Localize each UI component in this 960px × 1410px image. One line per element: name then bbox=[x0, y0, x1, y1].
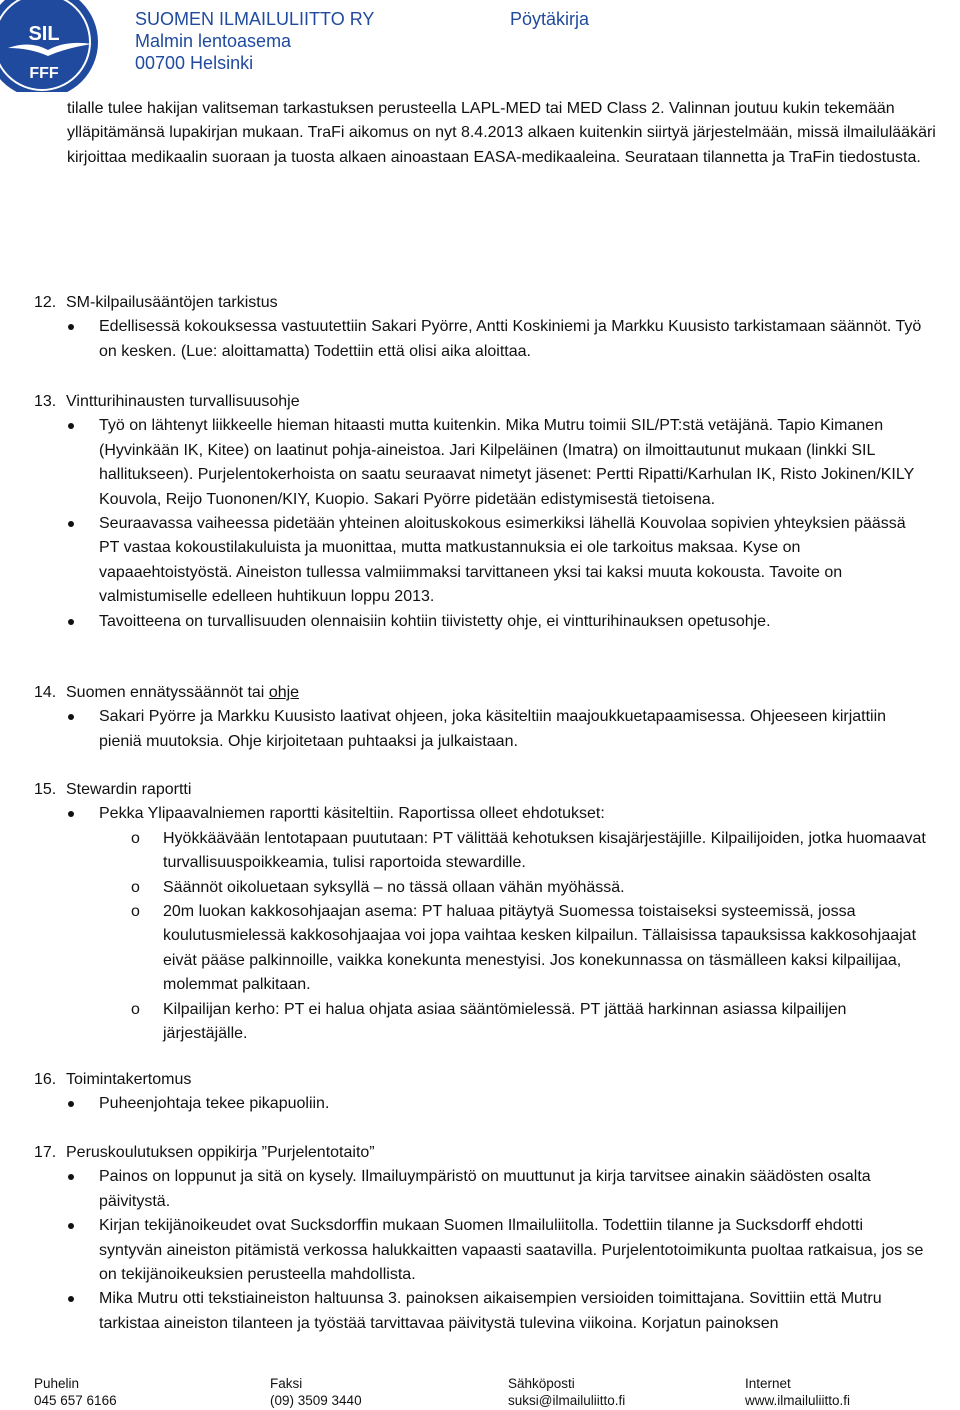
org-name: SUOMEN ILMAILULIITTO RY bbox=[135, 9, 375, 29]
address-line-1: Malmin lentoasema bbox=[135, 31, 292, 51]
organization-info bbox=[135, 8, 590, 74]
address-line-2: 00700 Helsinki bbox=[135, 53, 254, 73]
footer-website[interactable]: Internet www.ilmailuliitto.fi bbox=[745, 1376, 851, 1408]
circle-bullet-icon: o bbox=[131, 829, 140, 847]
bullet-icon bbox=[68, 1174, 74, 1180]
section-14 bbox=[34, 681, 934, 754]
section-title bbox=[34, 291, 934, 315]
sub-item: o Kilpailijan kerho: PT ei halua ohjata asiaa sääntömielessä. PT jättää harkinnan asiassa kilpailijen järjestäjälle. bbox=[34, 998, 933, 1047]
section-title bbox=[34, 778, 934, 802]
bullet-icon bbox=[68, 1296, 74, 1302]
bullet-item: Mika Mutru otti tekstiaineiston haltuunsa 3. painoksen aikaisempien versioiden toimittajana. Sovittiin että Mutru tarkistaa aineiston tilanteen ja työstää tarvittavaa päivitystä tulevina viikoina. Korjatun painoksen bbox=[34, 1287, 929, 1336]
logo-text-top: SIL bbox=[28, 23, 60, 45]
sub-item: o 20m luokan kakkosohjaajan asema: PT haluaa pitäytyä Suomessa toistaiseksi systeemissä, jossa koulutusmielessä kakkosohjaajaa voi jopa vaihtaa kesken kilpailun. Tällaisissa tapauksissa kakkosohjaajat eivät pääse palkinnoille, vaikka konekunta menestyisi. Jos konekunnassa on täsmälleen kaksi kilpailijaa, molemmat palkitaan. bbox=[34, 900, 933, 998]
bullet-icon bbox=[68, 1101, 74, 1107]
section-heading: Peruskoulutuksen oppikirja ”Purjelentotaito” bbox=[66, 1144, 375, 1161]
bullet-item: Työ on lähtenyt liikkeelle hieman hitaasti mutta kuitenkin. Mika Mutru toimii SIL/PT:stä vetäjänä. Tapio Kimanen (Hyvinkään IK, Kitee) on laatinut pohja-aineistoa. Jari Kilpeläinen (Imatra) on ilmoittautunut mukaan (linkki SIL hallitukseen). Purjelentokerhoista on saatu seuraavat nimetyt jäsenet: Pertti Ripatti/Karhulan IK, Risto Jokinen/KILY Kouvola, Reijo Tuononen/KIY, Kuopio. Sakari Pyörre pidetään edistymisestä tietoisena. bbox=[34, 414, 929, 512]
bullet-icon bbox=[68, 521, 74, 527]
logo-text-bottom: FFF bbox=[29, 65, 59, 82]
section-number: 14. bbox=[34, 684, 57, 701]
bullet-item: Edellisessä kokouksessa vastuutettiin Sakari Pyörre, Antti Koskiniemi ja Markku Kuusisto tarkistamaan säännöt. Työ on kesken. (Lue: aloittamatta) Todettiin että olisi aika aloittaa. bbox=[34, 315, 929, 364]
section-number: 13. bbox=[34, 393, 57, 410]
bullet-item: Pekka Ylipaavalniemen raportti käsiteltiin. Raportissa olleet ehdotukset: bbox=[34, 802, 929, 826]
section-number: 15. bbox=[34, 781, 57, 798]
section-title bbox=[34, 681, 934, 705]
section-title bbox=[34, 1141, 934, 1165]
section-heading: Vintturihinausten turvallisuusohje bbox=[66, 393, 300, 410]
section-15 bbox=[34, 778, 934, 1046]
document-type: Pöytäkirja bbox=[510, 9, 590, 29]
bullet-icon bbox=[68, 1223, 74, 1229]
footer-email[interactable]: Sähköposti suksi@ilmailuliitto.fi bbox=[508, 1376, 626, 1408]
intro-paragraph: tilalle tulee hakijan valitseman tarkastuksen perusteella LAPL-MED tai MED Class 2. Valinnan joutuu kukin tekemään ylläpitämänsä lupakirjan mukaan. TraFi aikomus on nyt 8.4.2013 alkaen kuitenkin siirtyä järjestelmään, missä ilmailulääkäri kirjoittaa medikaalin suoraan ja tuosta alkaen ainoastaan EASA-medikaaleina. Seurataan tilannetta ja TraFin tiedostusta. bbox=[67, 100, 936, 166]
bullet-icon bbox=[68, 714, 74, 720]
bullet-item: Kirjan tekijänoikeudet ovat Sucksdorffin mukaan Suomen Ilmailuliitolla. Todettiin tilanne ja Sucksdorff ehdotti syntyvän aineiston pitämistä verkossa halukkaitten vapaasti saatavilla. Purjelentotoimikunta puoltaa ratkaisua, jos se on tekijänoikeuksien perusteella mahdollista. bbox=[34, 1214, 929, 1287]
sub-item: o Hyökkäävään lentotapaan puututaan: PT välittää kehotuksen kisajärjestäjille. Kilpailijoiden, jotka huomaavat turvallisuuspoikkeamia, tulisi raportoida stewardille. bbox=[34, 827, 933, 876]
underlined-word: ohje bbox=[268, 684, 300, 701]
bullet-item: Seuraavassa vaiheessa pidetään yhteinen aloituskokous esimerkiksi lähellä Kouvolaa sopivien yhteyksien päässä PT vastaa kokoustilakuluista ja muonittaa, mutta matkustannuksia ei ole tarkoitus maksaa. Kyse on vapaaehtoistyöstä. Aineiston tullessa valmiimmaksi tarvittaneen yksi tai kaksi muuta kokousta. Tavoite on valmistumiselle edelleen huhtikuun loppu 2013. bbox=[34, 512, 929, 610]
bullet-icon bbox=[68, 811, 74, 817]
section-heading: Stewardin raportti bbox=[66, 781, 192, 798]
section-heading: Toimintakertomus bbox=[66, 1071, 192, 1088]
section-heading: Suomen ennätyssäännöt tai ohje bbox=[66, 684, 300, 701]
letterhead bbox=[0, 0, 960, 90]
circle-bullet-icon: o bbox=[131, 878, 140, 896]
section-12 bbox=[34, 291, 934, 364]
footer-phone: Puhelin 045 657 6166 bbox=[34, 1376, 117, 1408]
section-heading: SM-kilpailusääntöjen tarkistus bbox=[66, 294, 278, 311]
section-number: 12. bbox=[34, 294, 57, 311]
section-13 bbox=[34, 390, 934, 634]
section-16 bbox=[34, 1068, 934, 1117]
bullet-icon bbox=[68, 423, 74, 429]
section-17 bbox=[34, 1141, 934, 1336]
sil-logo-icon bbox=[0, 0, 104, 92]
bullet-item: Puheenjohtaja tekee pikapuoliin. bbox=[34, 1092, 929, 1116]
bullet-item: Sakari Pyörre ja Markku Kuusisto laativat ohjeen, joka käsiteltiin maajoukkuetapaamisessa. Ohjeeseen kirjattiin pieniä muutoksia. Ohje kirjoitetaan puhtaaksi ja julkaistaan. bbox=[34, 705, 929, 754]
footer-fax: Faksi (09) 3509 3440 bbox=[270, 1376, 362, 1408]
bullet-item: Tavoitteena on turvallisuuden olennaisiin kohtiin tiivistetty ohje, ei vintturihinauksen opetusohje. bbox=[34, 610, 929, 634]
circle-bullet-icon: o bbox=[131, 903, 140, 921]
section-number: 17. bbox=[34, 1144, 57, 1161]
bullet-icon bbox=[68, 619, 74, 625]
section-number: 16. bbox=[34, 1071, 57, 1088]
section-title bbox=[34, 390, 934, 414]
section-title bbox=[34, 1068, 934, 1092]
circle-bullet-icon: o bbox=[131, 1000, 140, 1018]
sub-item: o Säännöt oikoluetaan syksyllä – no tässä ollaan vähän myöhässä. bbox=[34, 876, 933, 900]
bullet-icon bbox=[68, 324, 74, 330]
bullet-item: Painos on loppunut ja sitä on kysely. Ilmailuympäristö on muuttunut ja kirja tarvitsee ainakin säädösten osalta päivitystä. bbox=[34, 1165, 929, 1214]
